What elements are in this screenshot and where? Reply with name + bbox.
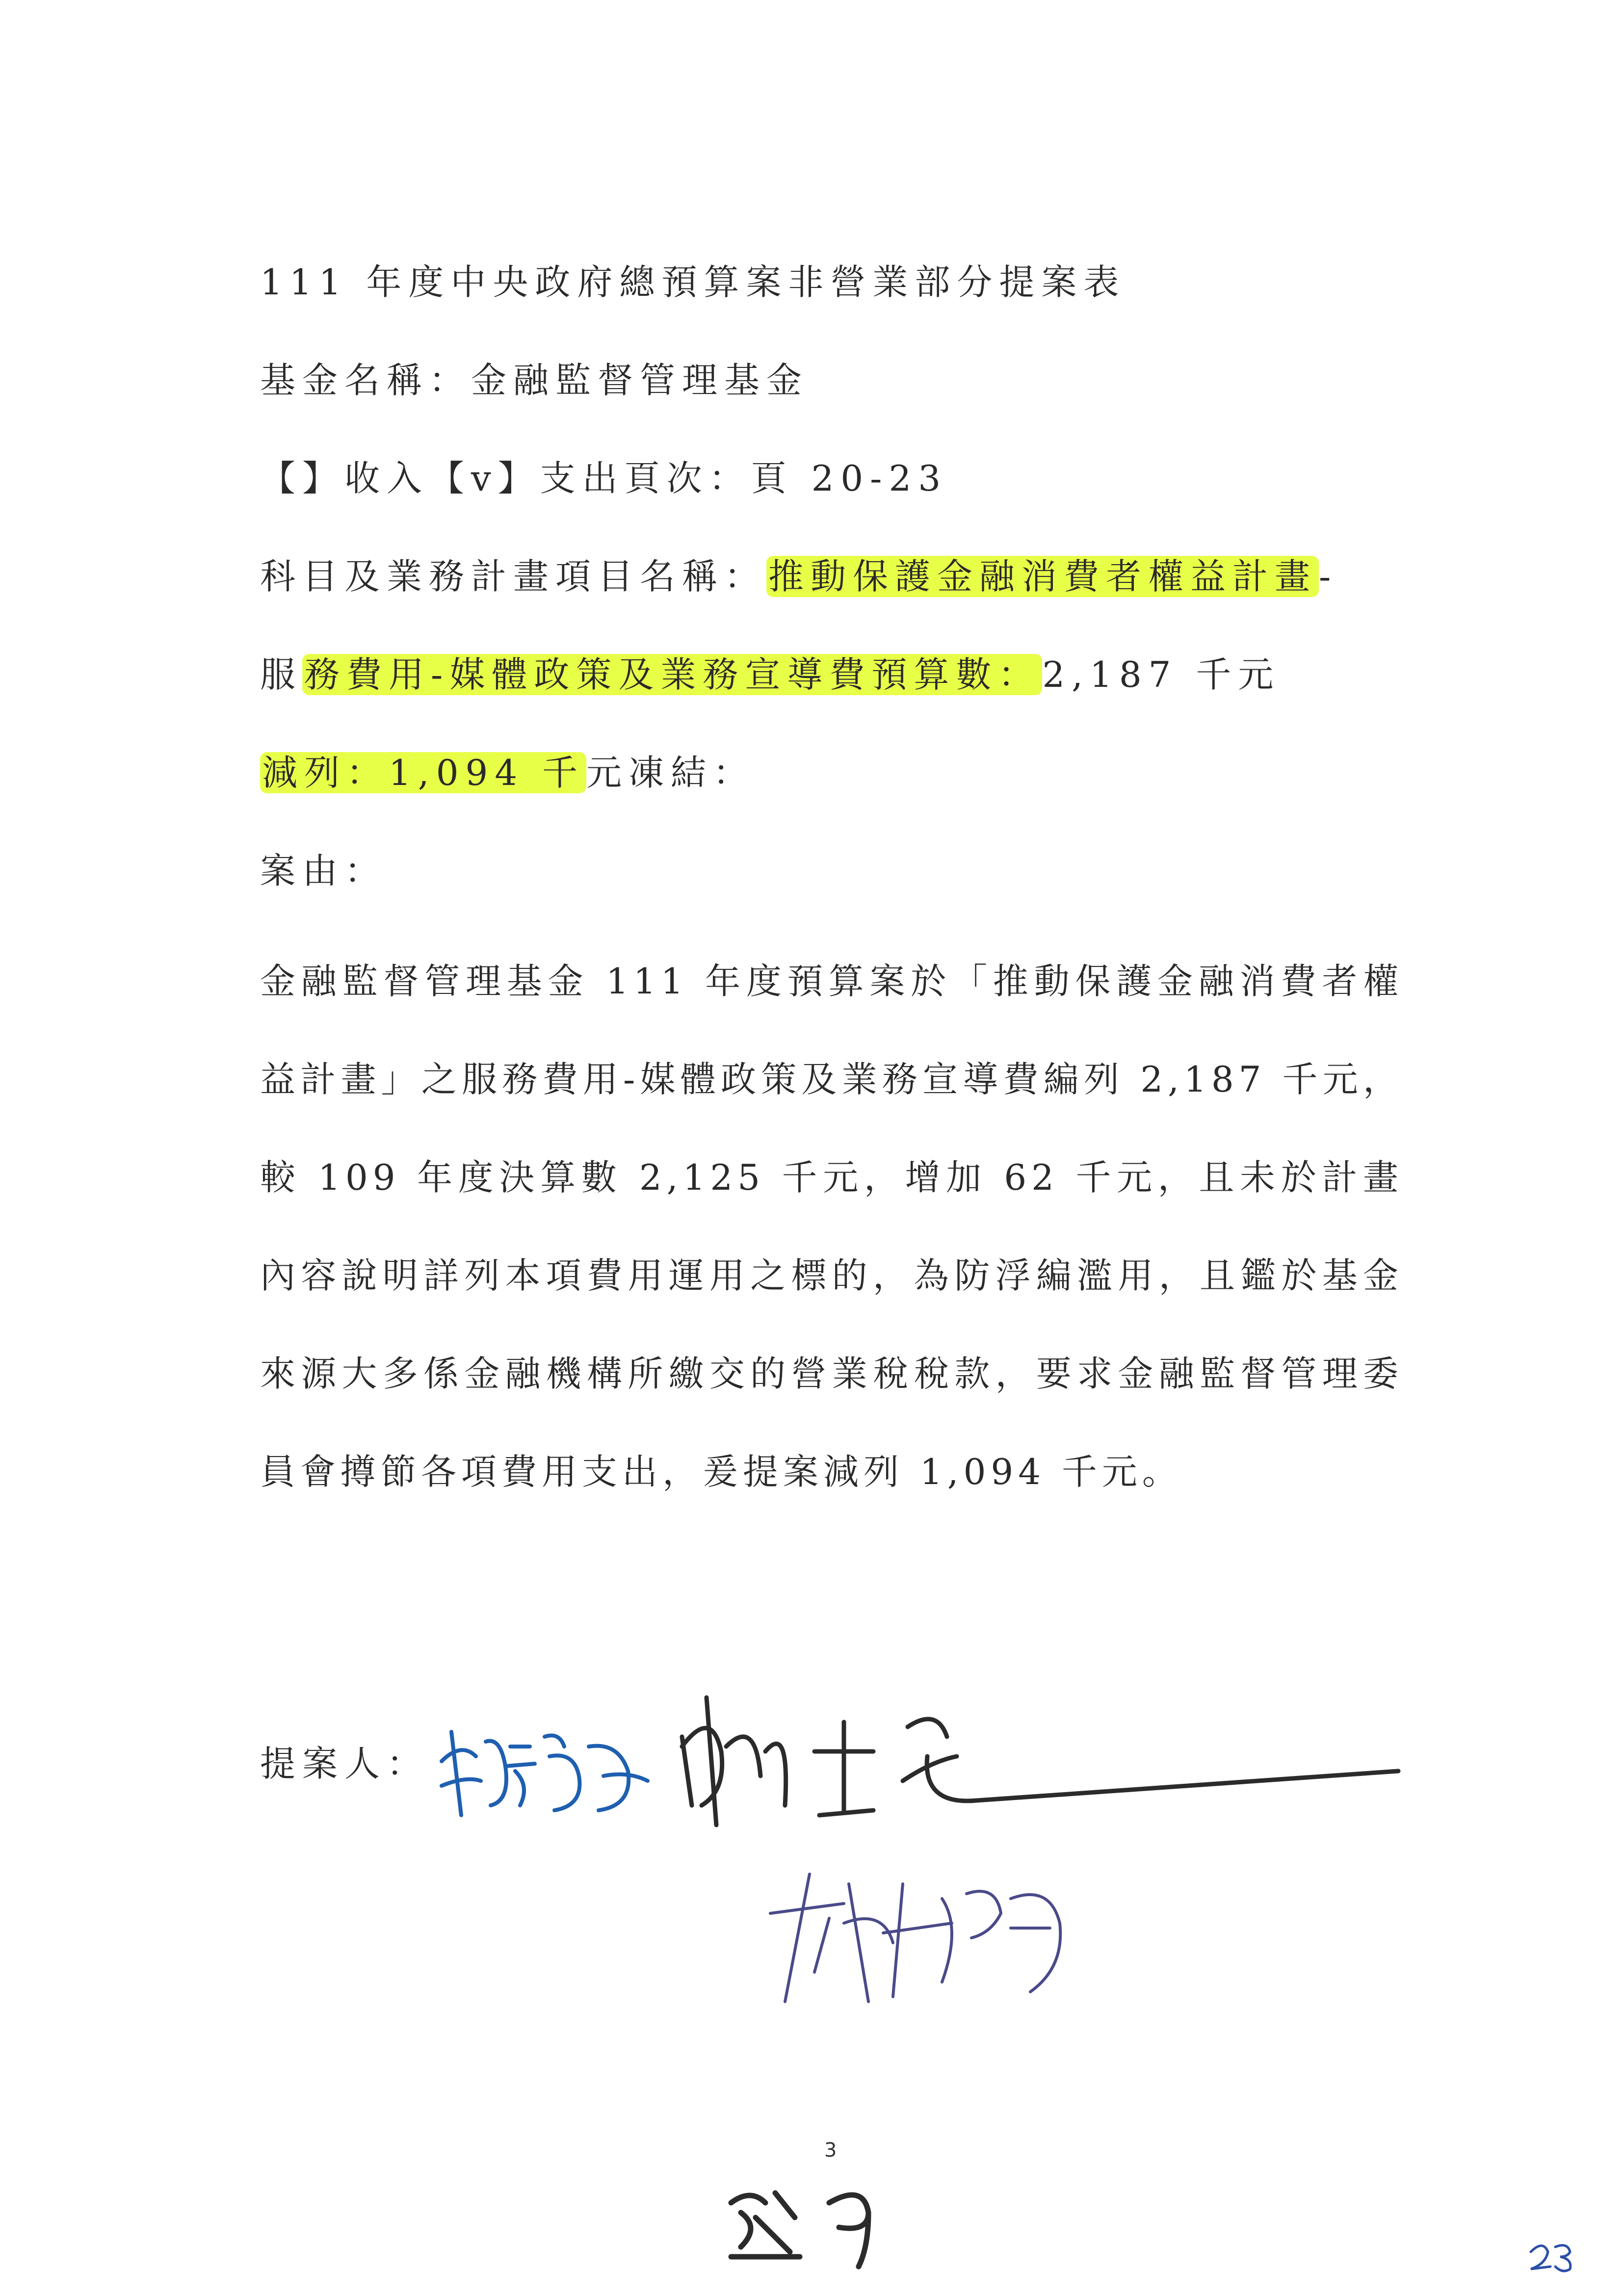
fund-name: 基金名稱：金融監督管理基金: [260, 360, 809, 401]
type-line: 【】收入【v】支出頁次：頁 20-23: [260, 458, 948, 499]
reason-paragraph: 金融監督管理基金 111 年度預算案於「推動保護金融消費者權益計畫」之服務費用-媒體政策及業務宣導費編列 2,187 千元，較 109 年度決算數 2,125 千元，增加 62 千元，且未於計畫內容說明詳列本項費用運用之標的，為防浮編濫用，且鑑於基金來源大多係金融機構所繳交的營業稅稅款，要求金融監督管理委員會撙節各項費用支出，爰提案減列 1,094 千元。: [260, 961, 1403, 1492]
document-title: 111 年度中央政府總預算案非營業部分提案表: [260, 261, 1126, 303]
subject2-prefix: 服: [260, 654, 303, 695]
reduction-line: [260, 746, 755, 800]
reduction-highlight: 減列：1,094 千: [260, 752, 586, 793]
signature-lin-si-ming: [756, 1854, 1089, 2016]
subject2-suffix: 2,187 千元: [1042, 654, 1281, 695]
handwritten-bottom-mark: [721, 2173, 898, 2271]
subject-line-2: [260, 648, 1280, 702]
subject-prefix: 科目及業務計畫項目名稱：: [260, 556, 767, 597]
subject-highlight-2: 務費用-媒體政策及業務宣導費預算數：: [302, 654, 1042, 695]
reduction-suffix: 元凍結：: [586, 752, 756, 793]
subject-line: [260, 549, 1337, 603]
signature-lai-shih-bao: [672, 1678, 1418, 1835]
signature-li-gui-min: [432, 1702, 657, 1830]
reason-label: 案由：: [260, 850, 387, 891]
subject-highlight-1: 推動保護金融消費者權益計畫: [766, 556, 1319, 597]
handwritten-corner-mark: [1526, 2237, 1580, 2276]
page-number: 3: [824, 2139, 837, 2162]
subject-dash: -: [1319, 556, 1338, 597]
proposer-label: 提案人：: [260, 1743, 429, 1784]
